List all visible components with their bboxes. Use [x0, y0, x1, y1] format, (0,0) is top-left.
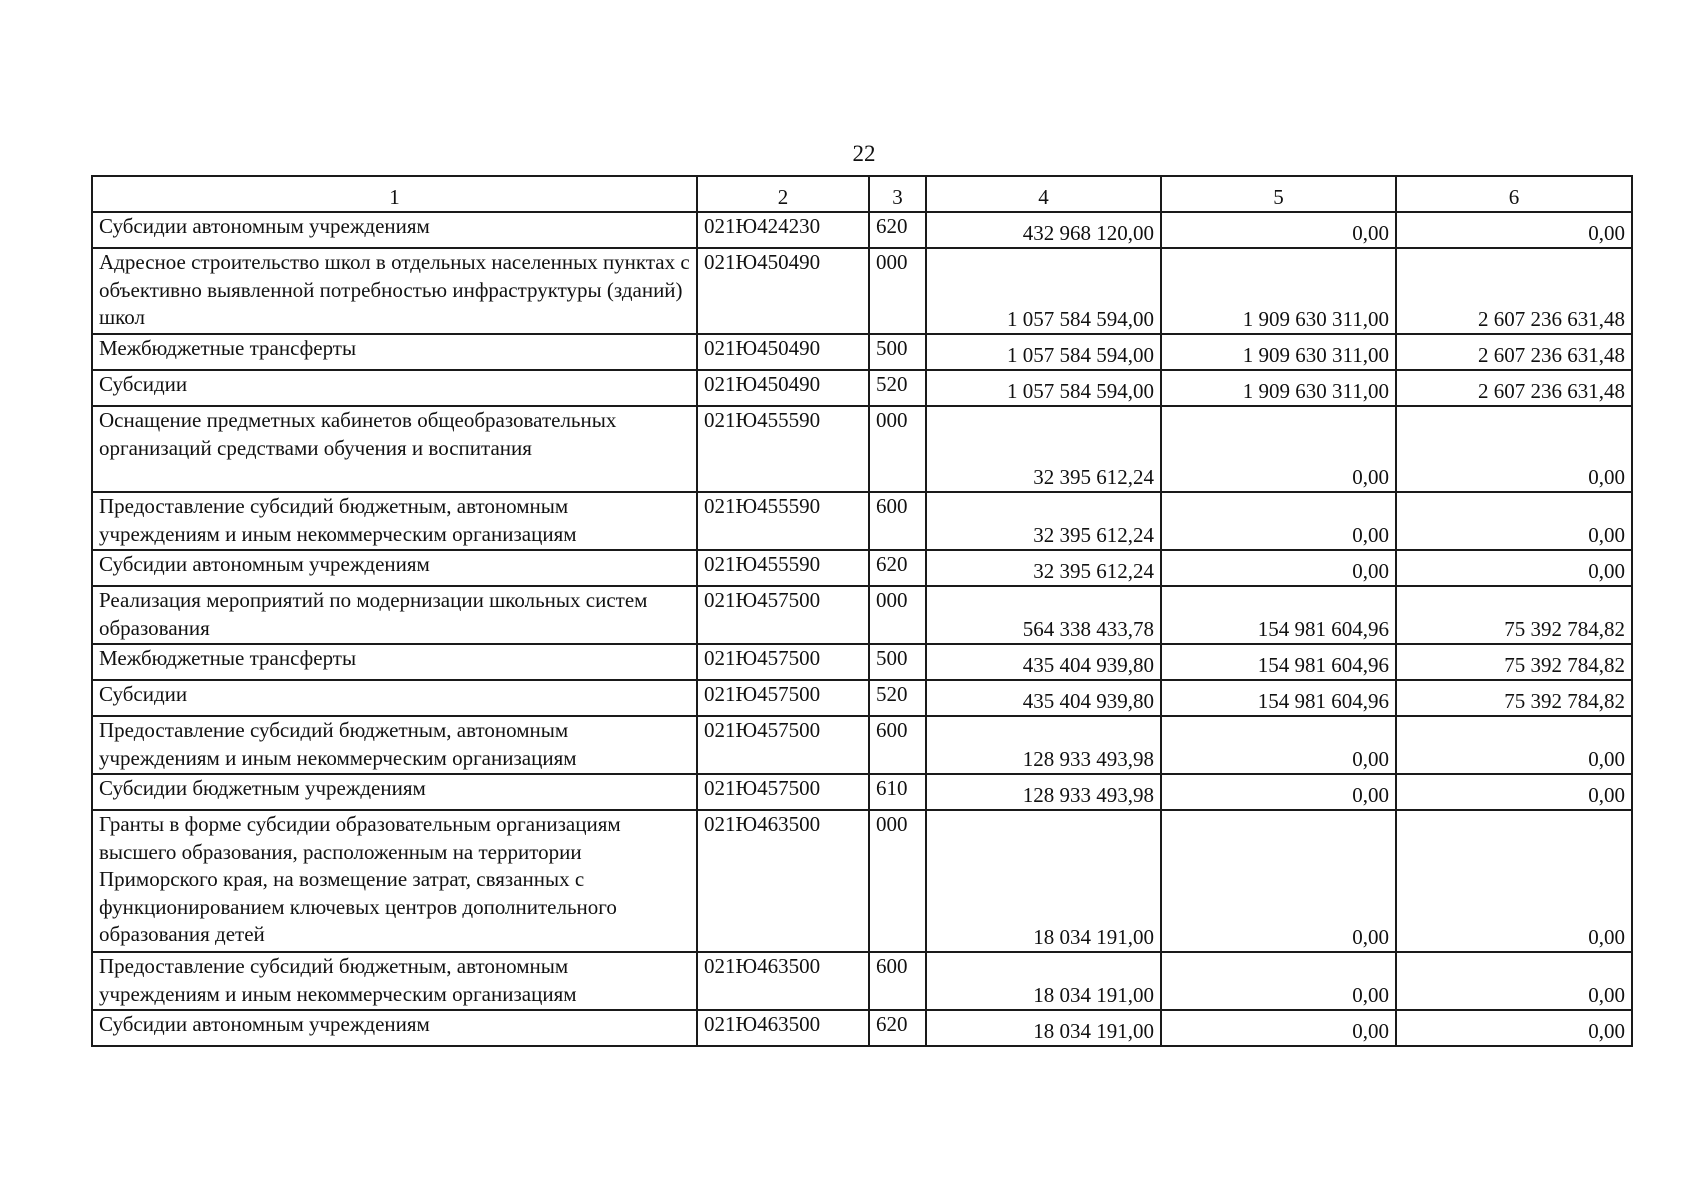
table-row [92, 212, 1632, 248]
row-vr-cell: 500 [869, 334, 926, 370]
row-name-cell: Предоставление субсидий бюджетным, автономным учреждениям и иным некоммерческим организациям [92, 492, 697, 550]
row-value-4: 1 057 584 594,00 [926, 334, 1161, 370]
table-row [92, 774, 1632, 810]
row-value-5: 0,00 [1161, 716, 1396, 774]
row-value-6: 0,00 [1396, 550, 1632, 586]
row-value-5: 0,00 [1161, 774, 1396, 810]
row-vr-cell: 520 [869, 680, 926, 716]
row-value-5: 1 909 630 311,00 [1161, 370, 1396, 406]
row-value-4: 32 395 612,24 [926, 406, 1161, 492]
row-name-cell: Гранты в форме субсидии образовательным организациям высшего образования, расположенным на территории Приморского края, на возмещение затрат, связанных с функционированием ключевых центров дополнительного образования детей [92, 810, 697, 952]
table-row [92, 406, 1632, 492]
row-name-cell: Оснащение предметных кабинетов общеобразовательных организаций средствами обучения и воспитания [92, 406, 697, 492]
row-vr-cell: 610 [869, 774, 926, 810]
row-name-cell: Межбюджетные трансферты [92, 644, 697, 680]
row-value-5: 154 981 604,96 [1161, 680, 1396, 716]
row-vr-cell: 000 [869, 810, 926, 952]
row-name-cell: Субсидии [92, 370, 697, 406]
row-name-cell: Предоставление субсидий бюджетным, автономным учреждениям и иным некоммерческим организациям [92, 952, 697, 1010]
row-value-4: 32 395 612,24 [926, 492, 1161, 550]
column-header-6: 6 [1396, 176, 1632, 212]
row-code-cell: 021Ю455590 [697, 406, 869, 492]
budget-table [91, 175, 1633, 1047]
row-value-5: 0,00 [1161, 810, 1396, 952]
row-value-5: 0,00 [1161, 550, 1396, 586]
table-row [92, 716, 1632, 774]
row-code-cell: 021Ю450490 [697, 248, 869, 334]
row-value-4: 432 968 120,00 [926, 212, 1161, 248]
table-row [92, 1010, 1632, 1046]
row-value-6: 0,00 [1396, 952, 1632, 1010]
row-value-6: 0,00 [1396, 406, 1632, 492]
row-name-cell: Субсидии бюджетным учреждениям [92, 774, 697, 810]
row-code-cell: 021Ю463500 [697, 1010, 869, 1046]
table-row [92, 644, 1632, 680]
row-value-6: 2 607 236 631,48 [1396, 370, 1632, 406]
row-code-cell: 021Ю457500 [697, 680, 869, 716]
row-value-4: 435 404 939,80 [926, 644, 1161, 680]
row-code-cell: 021Ю457500 [697, 644, 869, 680]
row-value-4: 18 034 191,00 [926, 952, 1161, 1010]
row-code-cell: 021Ю424230 [697, 212, 869, 248]
row-code-cell: 021Ю455590 [697, 492, 869, 550]
row-value-4: 32 395 612,24 [926, 550, 1161, 586]
row-value-4: 564 338 433,78 [926, 586, 1161, 644]
row-value-6: 0,00 [1396, 716, 1632, 774]
row-value-4: 435 404 939,80 [926, 680, 1161, 716]
row-value-4: 18 034 191,00 [926, 810, 1161, 952]
table-row [92, 492, 1632, 550]
row-vr-cell: 520 [869, 370, 926, 406]
row-name-cell: Адресное строительство школ в отдельных населенных пунктах с объективно выявленной потребностью инфраструктуры (зданий) школ [92, 248, 697, 334]
row-vr-cell: 600 [869, 492, 926, 550]
row-code-cell: 021Ю463500 [697, 810, 869, 952]
row-code-cell: 021Ю457500 [697, 586, 869, 644]
row-value-5: 0,00 [1161, 1010, 1396, 1046]
column-header-1: 1 [92, 176, 697, 212]
row-value-4: 1 057 584 594,00 [926, 248, 1161, 334]
row-value-6: 2 607 236 631,48 [1396, 248, 1632, 334]
row-value-5: 1 909 630 311,00 [1161, 248, 1396, 334]
table-row [92, 680, 1632, 716]
row-value-6: 0,00 [1396, 1010, 1632, 1046]
row-value-5: 0,00 [1161, 952, 1396, 1010]
row-vr-cell: 000 [869, 248, 926, 334]
row-code-cell: 021Ю455590 [697, 550, 869, 586]
row-code-cell: 021Ю450490 [697, 370, 869, 406]
row-code-cell: 021Ю463500 [697, 952, 869, 1010]
row-name-cell: Реализация мероприятий по модернизации школьных систем образования [92, 586, 697, 644]
table-row [92, 248, 1632, 334]
row-name-cell: Субсидии автономным учреждениям [92, 212, 697, 248]
column-header-5: 5 [1161, 176, 1396, 212]
row-value-6: 0,00 [1396, 492, 1632, 550]
row-value-6: 75 392 784,82 [1396, 586, 1632, 644]
row-code-cell: 021Ю457500 [697, 774, 869, 810]
table-row [92, 586, 1632, 644]
table-row [92, 952, 1632, 1010]
row-value-5: 0,00 [1161, 492, 1396, 550]
row-value-6: 0,00 [1396, 212, 1632, 248]
column-header-4: 4 [926, 176, 1161, 212]
row-value-4: 128 933 493,98 [926, 716, 1161, 774]
row-vr-cell: 620 [869, 550, 926, 586]
row-value-5: 154 981 604,96 [1161, 586, 1396, 644]
row-code-cell: 021Ю457500 [697, 716, 869, 774]
table-header-row [92, 176, 1632, 212]
row-value-6: 2 607 236 631,48 [1396, 334, 1632, 370]
row-value-6: 0,00 [1396, 774, 1632, 810]
row-value-5: 0,00 [1161, 212, 1396, 248]
table-row [92, 550, 1632, 586]
row-vr-cell: 620 [869, 212, 926, 248]
row-value-5: 0,00 [1161, 406, 1396, 492]
row-vr-cell: 600 [869, 716, 926, 774]
row-vr-cell: 500 [869, 644, 926, 680]
row-value-5: 154 981 604,96 [1161, 644, 1396, 680]
row-name-cell: Субсидии автономным учреждениям [92, 1010, 697, 1046]
row-value-5: 1 909 630 311,00 [1161, 334, 1396, 370]
row-value-4: 1 057 584 594,00 [926, 370, 1161, 406]
row-value-6: 0,00 [1396, 810, 1632, 952]
column-header-3: 3 [869, 176, 926, 212]
row-vr-cell: 000 [869, 586, 926, 644]
row-name-cell: Субсидии автономным учреждениям [92, 550, 697, 586]
row-value-4: 128 933 493,98 [926, 774, 1161, 810]
column-header-2: 2 [697, 176, 869, 212]
row-name-cell: Субсидии [92, 680, 697, 716]
row-value-6: 75 392 784,82 [1396, 644, 1632, 680]
row-vr-cell: 620 [869, 1010, 926, 1046]
table-row [92, 334, 1632, 370]
row-value-4: 18 034 191,00 [926, 1010, 1161, 1046]
row-value-6: 75 392 784,82 [1396, 680, 1632, 716]
row-name-cell: Межбюджетные трансферты [92, 334, 697, 370]
row-code-cell: 021Ю450490 [697, 334, 869, 370]
page-number: 22 [852, 141, 876, 166]
row-vr-cell: 000 [869, 406, 926, 492]
row-vr-cell: 600 [869, 952, 926, 1010]
row-name-cell: Предоставление субсидий бюджетным, автономным учреждениям и иным некоммерческим организациям [92, 716, 697, 774]
table-row [92, 810, 1632, 952]
table-row [92, 370, 1632, 406]
